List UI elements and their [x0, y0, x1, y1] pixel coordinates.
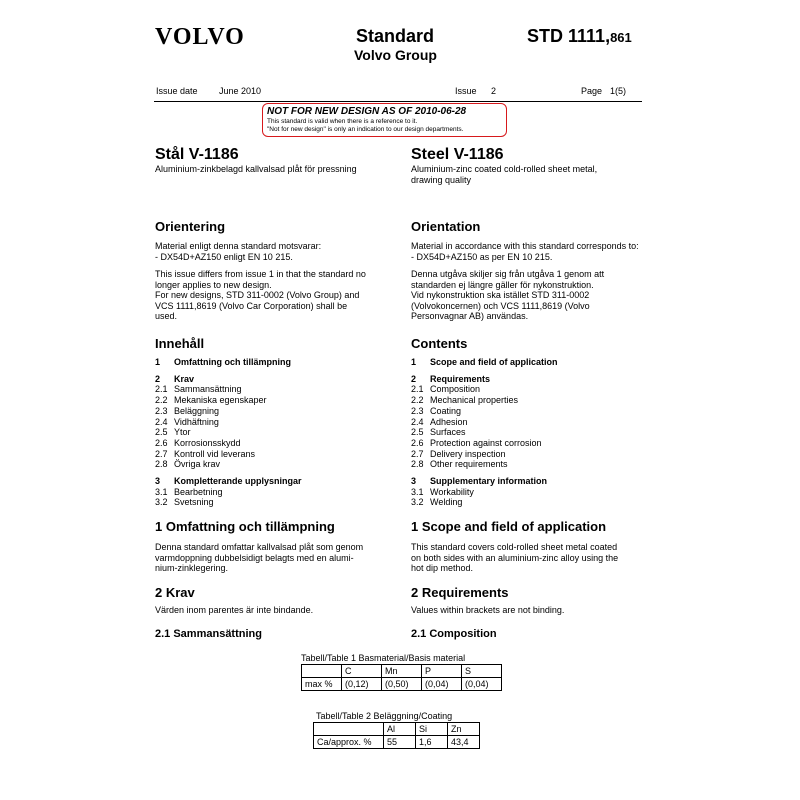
- toc-number: 2.4: [411, 416, 424, 427]
- toc-label: Supplementary information: [430, 476, 548, 487]
- toc-item: [155, 449, 302, 460]
- toc-item: [155, 487, 302, 498]
- toc-label: Welding: [430, 497, 463, 508]
- toc-label: Scope and field of application: [430, 357, 558, 367]
- table-cell: 43,4: [448, 736, 480, 749]
- left-toc: [155, 357, 302, 508]
- standard-number: STD 1111,861: [527, 26, 632, 46]
- toc-number: 2.3: [411, 405, 424, 416]
- toc-label: Coating: [430, 405, 462, 416]
- toc-label: Kontroll vid leverans: [174, 448, 256, 459]
- toc-label: Omfattning och tillämpning: [174, 357, 291, 367]
- table-cell: P: [422, 665, 462, 678]
- table-cell: [302, 665, 342, 678]
- toc-number: 2.5: [411, 427, 424, 438]
- toc-item: [411, 406, 558, 417]
- table-header-row: [314, 723, 480, 736]
- left-column: [155, 146, 400, 175]
- right-sec1-heading: 1 Scope and field of application: [411, 519, 607, 534]
- left-orientation-heading: Orientering: [155, 219, 226, 234]
- toc-label: Composition: [430, 384, 481, 395]
- toc-label: Vidhäftning: [174, 416, 219, 427]
- issue-number: 2: [491, 86, 497, 96]
- toc-number: 1: [411, 357, 417, 367]
- toc-label: Requirements: [430, 373, 491, 384]
- toc-item: [411, 427, 558, 438]
- toc-label: Beläggning: [174, 405, 220, 416]
- left-sec1-heading: 1 Omfattning och tillämpning: [155, 519, 335, 534]
- toc-number: 2.5: [155, 427, 168, 438]
- table-cell: 1,6: [416, 736, 448, 749]
- toc-label: Mechanical properties: [430, 395, 519, 406]
- toc-item: [155, 406, 302, 417]
- toc-item: [155, 427, 302, 438]
- toc-number: 3: [155, 476, 161, 487]
- toc-item: [155, 374, 302, 385]
- toc-item: [411, 395, 558, 406]
- toc-number: 2.2: [155, 395, 168, 406]
- right-toc: [411, 357, 558, 508]
- table-row: [302, 678, 502, 691]
- toc-item: [411, 449, 558, 460]
- table-cell: Zn: [448, 723, 480, 736]
- issue-date-label: Issue date: [156, 86, 198, 96]
- table-header-row: [302, 665, 502, 678]
- table-cell: Ca/approx. %: [314, 736, 384, 749]
- toc-number: 2.8: [155, 459, 168, 470]
- toc-item: [155, 459, 302, 470]
- table-cell: C: [342, 665, 382, 678]
- toc-item: [155, 476, 302, 487]
- toc-number: 2: [411, 373, 417, 384]
- volvo-logo: VOLVO: [155, 24, 245, 50]
- not-for-new-design-notice: [262, 103, 507, 137]
- toc-label: Kompletterande upplysningar: [174, 476, 302, 487]
- toc-item: [155, 384, 302, 395]
- toc-number: 2.8: [411, 459, 424, 470]
- table-cell: (0,50): [382, 678, 422, 691]
- table-cell: Mn: [382, 665, 422, 678]
- right-sec2-text: Values within brackets are not binding.: [411, 605, 565, 615]
- table-cell: Si: [416, 723, 448, 736]
- right-orientation-p2: Denna utgåva skiljer sig från utgåva 1 genom att standarden ej längre gäller för nykonstruktion. Vid nykonstruktion ska istället STD 311-0002 (Volvokoncernen) och VCS 1111,8619 (Volvo Personvagnar AB) användas.: [411, 269, 605, 321]
- table-cell: (0,04): [462, 678, 502, 691]
- toc-number: 2: [155, 373, 161, 384]
- toc-item: [411, 438, 558, 449]
- table-cell: (0,12): [342, 678, 382, 691]
- notice-line-1: This standard is valid when there is a reference to it.: [267, 118, 418, 125]
- left-sec2-text: Värden inom parentes är inte bindande.: [155, 605, 314, 615]
- right-contents-heading: Contents: [411, 336, 468, 351]
- table-cell: [314, 723, 384, 736]
- toc-item: [155, 438, 302, 449]
- toc-item: [411, 374, 558, 385]
- toc-label: Bearbetning: [174, 486, 223, 497]
- toc-label: Korrosionsskydd: [174, 437, 241, 448]
- toc-number: 2.2: [411, 395, 424, 406]
- notice-line-2: "Not for new design" is only an indication to our design departments.: [267, 126, 464, 133]
- toc-label: Delivery inspection: [430, 448, 506, 459]
- toc-label: Workability: [430, 486, 474, 497]
- toc-number: 2.6: [411, 437, 424, 448]
- issue-date: June 2010: [219, 86, 262, 96]
- notice-title: NOT FOR NEW DESIGN AS OF 2010-06-28: [267, 106, 467, 117]
- right-title: Steel V-1186: [411, 146, 504, 163]
- toc-number: 3.2: [411, 497, 424, 508]
- left-orientation-p1: Material enligt denna standard motsvarar: - DX54D+AZ150 enligt EN 10 215.: [155, 241, 322, 262]
- toc-label: Ytor: [174, 427, 191, 438]
- toc-item: [155, 497, 302, 508]
- toc-number: 3.1: [411, 486, 424, 497]
- toc-item: [411, 357, 558, 368]
- toc-item: [155, 357, 302, 368]
- left-sec2-heading: 2 Krav: [155, 585, 195, 600]
- left-title: Stål V-1186: [155, 146, 239, 163]
- toc-number: 3: [411, 476, 417, 487]
- page-label: Page: [581, 86, 603, 96]
- table-cell: (0,04): [422, 678, 462, 691]
- toc-number: 1: [155, 357, 161, 367]
- toc-number: 2.1: [411, 384, 424, 395]
- table2-coating: [313, 722, 480, 749]
- toc-number: 2.3: [155, 405, 168, 416]
- doc-org: Volvo Group: [354, 47, 437, 63]
- toc-item: [155, 417, 302, 428]
- right-orientation-heading: Orientation: [411, 219, 481, 234]
- table-cell: 55: [384, 736, 416, 749]
- toc-item: [411, 459, 558, 470]
- toc-label: Surfaces: [430, 427, 466, 438]
- table2-caption: Tabell/Table 2 Beläggning/Coating: [316, 711, 453, 721]
- toc-number: 2.1: [155, 384, 168, 395]
- table1-caption: Tabell/Table 1 Basmaterial/Basis material: [301, 653, 466, 663]
- toc-label: Mekaniska egenskaper: [174, 395, 267, 406]
- toc-number: 2.4: [155, 416, 168, 427]
- left-sec1-text: Denna standard omfattar kallvalsad plåt som genom varmdoppning dubbelsidigt belagts med en alumi- nium-zinklegering.: [155, 542, 364, 573]
- toc-label: Krav: [174, 373, 195, 384]
- toc-number: 3.1: [155, 486, 168, 497]
- left-contents-heading: Innehåll: [155, 336, 205, 351]
- left-subtitle: Aluminium-zinkbelagd kallvalsad plåt för pressning: [155, 164, 357, 174]
- toc-item: [411, 384, 558, 395]
- page-number: 1(5): [610, 86, 627, 96]
- right-sec1-text: This standard covers cold-rolled sheet metal coated on both sides with an aluminium-zinc alloy using the hot dip method.: [411, 542, 619, 573]
- table-cell: max %: [302, 678, 342, 691]
- right-subtitle: Aluminium-zinc coated cold-rolled sheet metal, drawing quality: [411, 164, 598, 185]
- toc-number: 2.6: [155, 437, 168, 448]
- toc-number: 2.7: [155, 448, 168, 459]
- toc-number: 3.2: [155, 497, 168, 508]
- toc-item: [411, 417, 558, 428]
- toc-number: 2.7: [411, 448, 424, 459]
- toc-label: Protection against corrosion: [430, 437, 542, 448]
- toc-item: [155, 395, 302, 406]
- toc-label: Svetsning: [174, 497, 214, 508]
- doc-type: Standard: [356, 26, 435, 46]
- right-sec2-heading: 2 Requirements: [411, 585, 509, 600]
- table-row: [314, 736, 480, 749]
- toc-item: [411, 487, 558, 498]
- table-cell: Al: [384, 723, 416, 736]
- right-sec21-heading: 2.1 Composition: [411, 628, 497, 640]
- toc-item: [411, 476, 558, 487]
- left-sec21-heading: 2.1 Sammansättning: [155, 628, 262, 640]
- header-rule: [154, 101, 642, 102]
- table-cell: S: [462, 665, 502, 678]
- right-column: [411, 146, 651, 185]
- toc-item: [411, 497, 558, 508]
- toc-label: Adhesion: [430, 416, 468, 427]
- issue-label: Issue: [455, 86, 477, 96]
- table1-basis-material: [301, 664, 502, 691]
- toc-label: Övriga krav: [174, 459, 221, 470]
- left-orientation-p2: This issue differs from issue 1 in that the standard no longer applies to new design. For new designs, STD 311-0002 (Volvo Group) and VCS 1111,8619 (Volvo Car Corporation) shall be used.: [155, 269, 366, 321]
- toc-label: Other requirements: [430, 459, 508, 470]
- right-orientation-p1: Material in accordance with this standard corresponds to: - DX54D+AZ150 as per EN 10 215.: [411, 241, 639, 262]
- toc-label: Sammansättning: [174, 384, 242, 395]
